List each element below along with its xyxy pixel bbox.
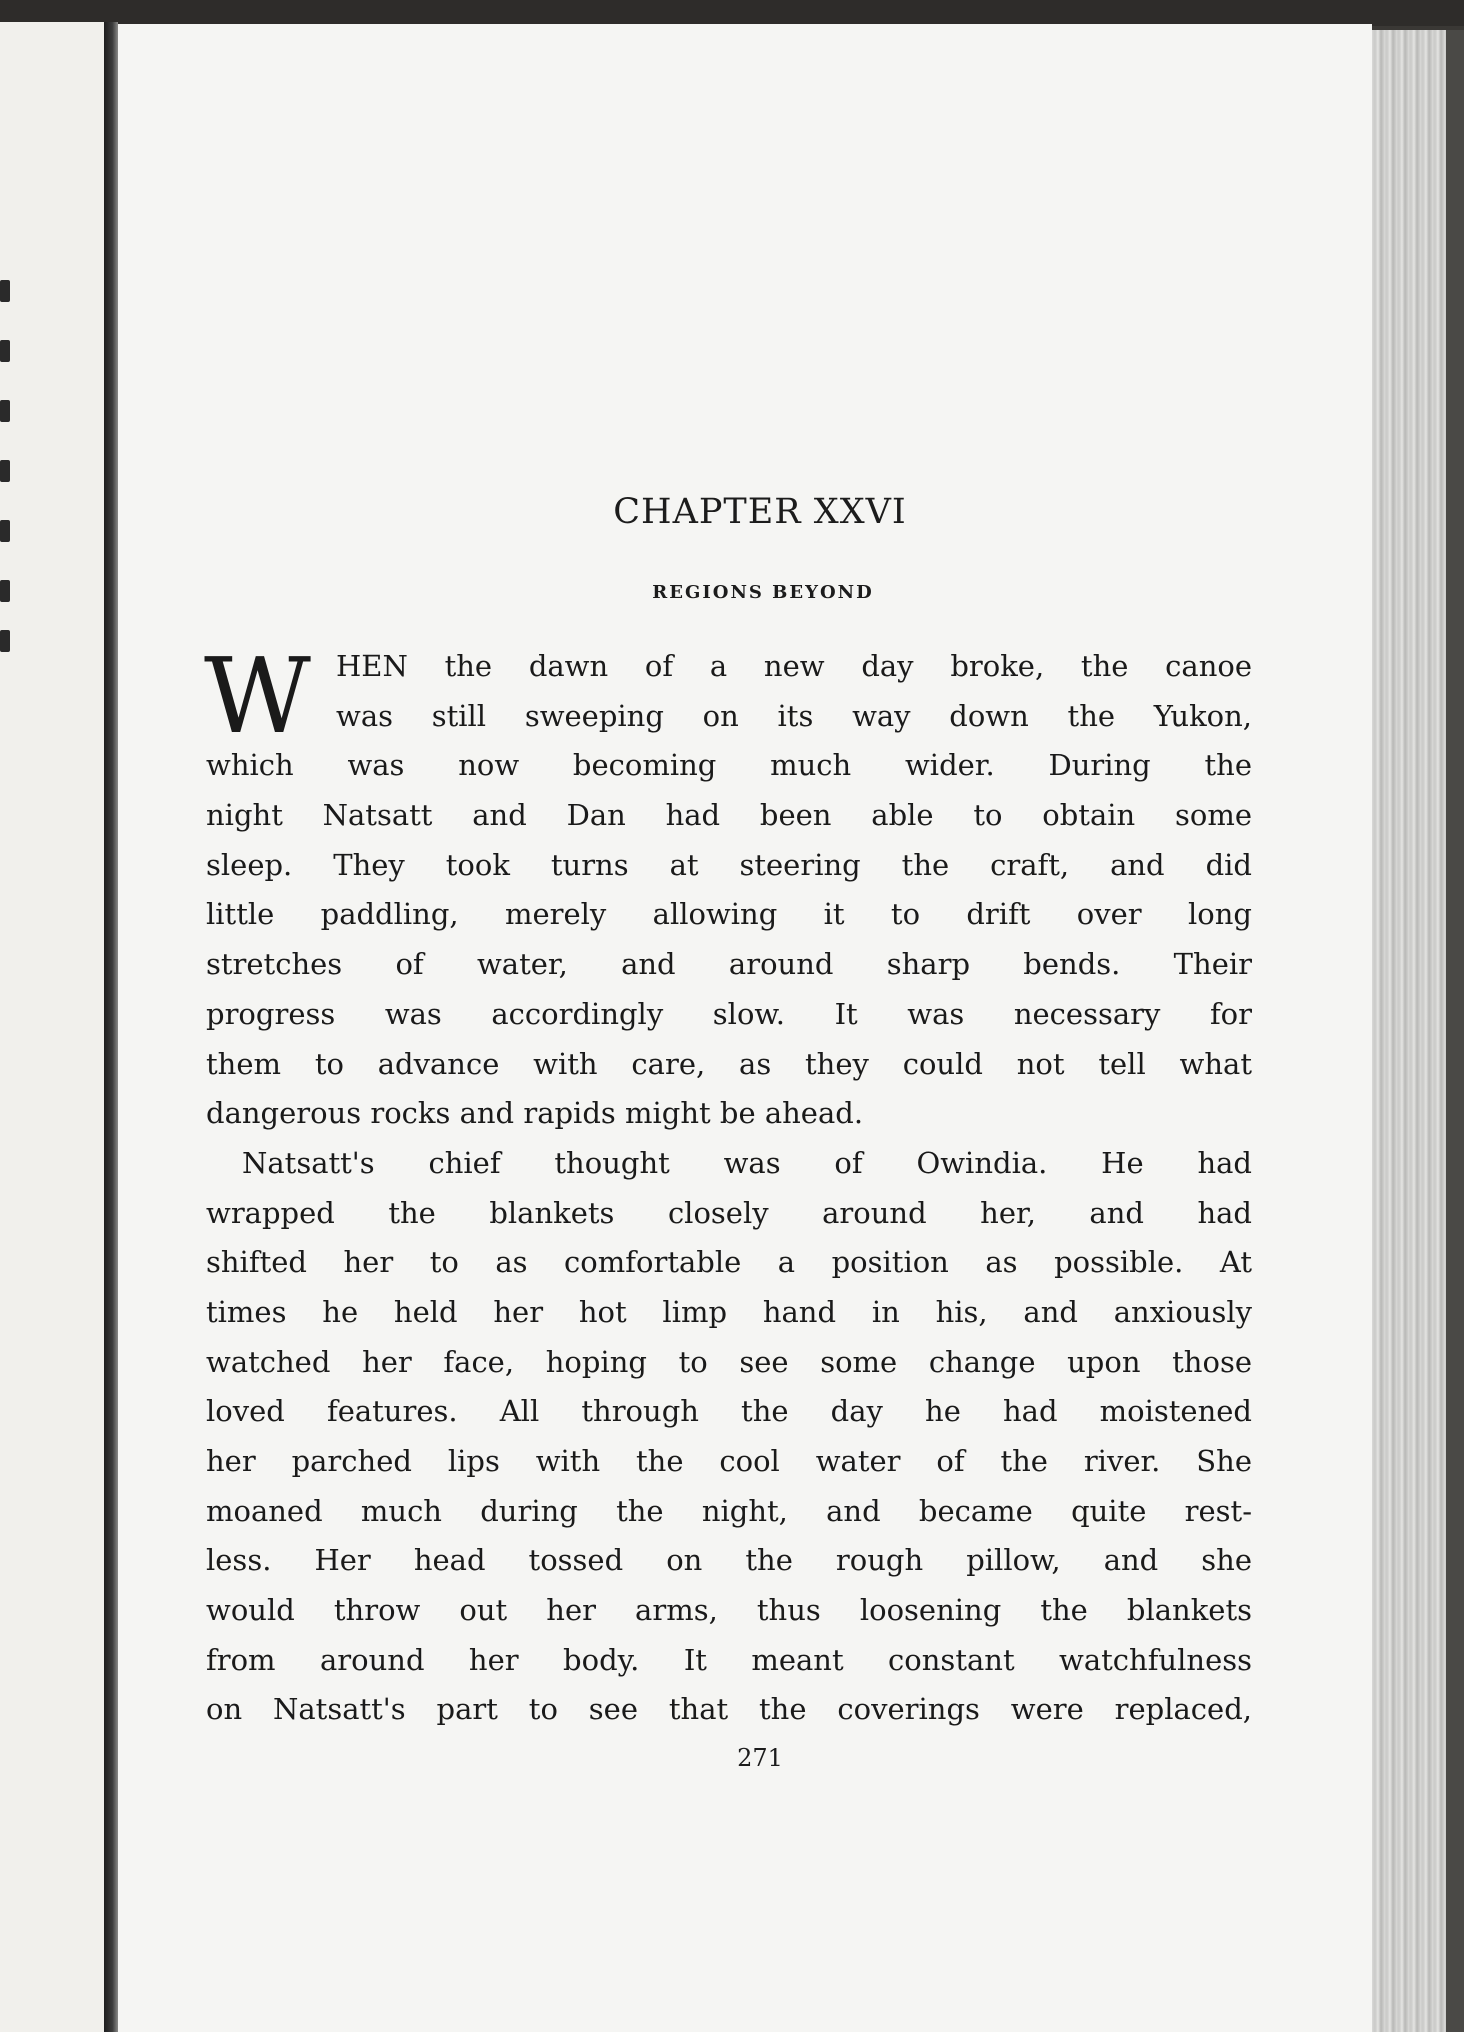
facing-page-glyph (0, 460, 10, 482)
text-line: which was now becoming much wider. During the (206, 748, 1252, 783)
chapter-subtitle: REGIONS BEYOND (652, 582, 874, 603)
text-line: moaned much during the night, and became quite rest- (206, 1493, 1252, 1528)
facing-page-glyph (0, 400, 10, 422)
facing-page-glyph (0, 520, 10, 542)
text-line: dangerous rocks and rapids might be ahead. (206, 1096, 864, 1131)
text-line: would throw out her arms, thus loosening the blankets (206, 1593, 1252, 1628)
text-line: Natsatt's chief thought was of Owindia. He had (242, 1145, 1252, 1180)
text-line: loved features. All through the day he had moistened (206, 1394, 1252, 1429)
text-line: her parched lips with the cool water of the river. She (206, 1444, 1252, 1478)
body-text (204, 635, 1252, 1735)
facing-page-glyph (0, 280, 10, 302)
text-line: wrapped the blankets closely around her, and had (206, 1195, 1252, 1230)
book-gutter (104, 22, 118, 2032)
drop-cap: W (204, 635, 311, 757)
book-page (118, 24, 1372, 2032)
text-line: little paddling, merely allowing it to drift over long (206, 897, 1252, 932)
text-line: times he held her hot limp hand in his, and anxiously (206, 1294, 1252, 1329)
text-line: them to advance with care, as they could not tell what (206, 1046, 1252, 1081)
scan-border-top (0, 0, 1464, 26)
text-line: sleep. They took turns at steering the craft, and did (206, 847, 1252, 882)
text-line: on Natsatt's part to see that the coverings were replaced, (206, 1692, 1252, 1727)
facing-page-glyph (0, 630, 10, 652)
text-line: was still sweeping on its way down the Yukon, (336, 698, 1252, 733)
facing-page-glyph (0, 340, 10, 362)
text-line: progress was accordingly slow. It was necessary for (206, 996, 1252, 1031)
text-line: shifted her to as comfortable a position as possible. At (206, 1245, 1252, 1280)
page-number: 271 (737, 1744, 783, 1772)
facing-page-glyph (0, 580, 10, 602)
facing-page-fragment (0, 22, 104, 2032)
text-line: less. Her head tossed on the rough pillow, and she (206, 1543, 1252, 1578)
page-stack-edge (1372, 30, 1464, 2032)
paragraph (206, 1139, 1252, 1735)
text-line: HEN the dawn of a new day broke, the canoe (336, 649, 1252, 683)
text-line: watched her face, hoping to see some change upon those (206, 1344, 1252, 1379)
text-line: stretches of water, and around sharp bends. Their (206, 947, 1252, 982)
paragraph (204, 635, 1252, 1139)
chapter-title: CHAPTER XXVI (613, 492, 907, 532)
text-line: from around her body. It meant constant watchfulness (206, 1642, 1252, 1677)
text-line: night Natsatt and Dan had been able to obtain some (206, 798, 1252, 833)
